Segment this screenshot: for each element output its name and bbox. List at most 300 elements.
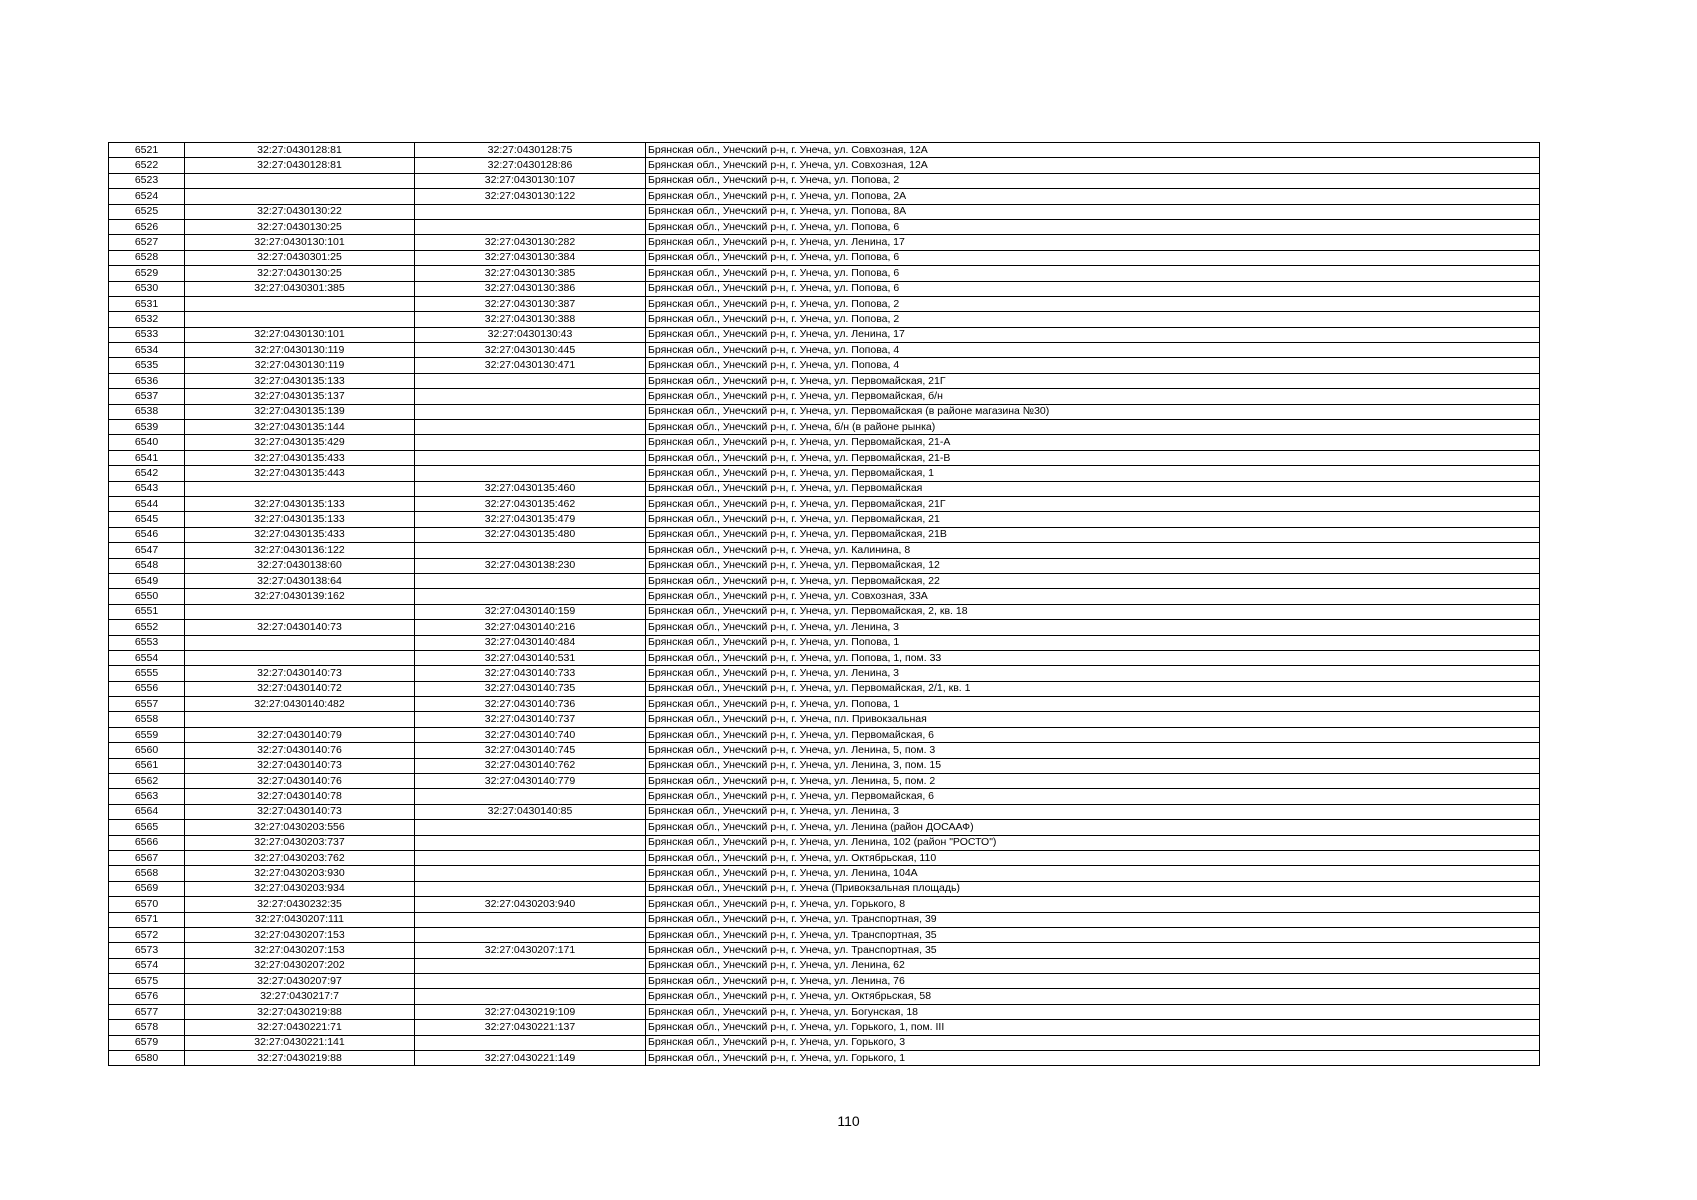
row-number-cell: 6550: [109, 589, 185, 604]
related-cadastral-number-cell: [415, 543, 646, 558]
cadastral-number-cell: 32:27:0430203:737: [185, 835, 415, 850]
cadastral-number-cell: 32:27:0430207:202: [185, 958, 415, 973]
address-cell: Брянская обл., Унечский р-н, г. Унеча, ул. Горького, 3: [646, 1035, 1540, 1050]
row-number-cell: 6527: [109, 235, 185, 250]
cadastral-number-cell: 32:27:0430135:137: [185, 389, 415, 404]
address-cell: Брянская обл., Унечский р-н, г. Унеча, ул. Совхозная, 33А: [646, 589, 1540, 604]
address-cell: Брянская обл., Унечский р-н, г. Унеча, ул. Ленина, 62: [646, 958, 1540, 973]
row-number-cell: 6526: [109, 219, 185, 234]
row-number-cell: 6555: [109, 666, 185, 681]
row-number-cell: 6562: [109, 774, 185, 789]
cadastral-number-cell: 32:27:0430219:88: [185, 1051, 415, 1066]
address-cell: Брянская обл., Унечский р-н, г. Унеча, ул. Первомайская, 21Г: [646, 373, 1540, 388]
related-cadastral-number-cell: [415, 404, 646, 419]
related-cadastral-number-cell: 32:27:0430128:86: [415, 158, 646, 173]
related-cadastral-number-cell: 32:27:0430140:762: [415, 758, 646, 773]
address-cell: Брянская обл., Унечский р-н, г. Унеча, ул. Ленина (район ДОСААФ): [646, 820, 1540, 835]
row-number-cell: 6536: [109, 373, 185, 388]
row-number-cell: 6534: [109, 343, 185, 358]
cadastral-number-cell: 32:27:0430140:78: [185, 789, 415, 804]
address-cell: Брянская обл., Унечский р-н, г. Унеча, ул. Попова, 2А: [646, 189, 1540, 204]
cadastral-number-cell: 32:27:0430221:71: [185, 1020, 415, 1035]
table-row: [109, 358, 1540, 373]
table-row: [109, 881, 1540, 896]
address-cell: Брянская обл., Унечский р-н, г. Унеча, ул. Первомайская: [646, 481, 1540, 496]
row-number-cell: 6553: [109, 635, 185, 650]
cadastral-number-cell: 32:27:0430207:153: [185, 943, 415, 958]
related-cadastral-number-cell: 32:27:0430140:531: [415, 650, 646, 665]
table-row: [109, 143, 1540, 158]
related-cadastral-number-cell: 32:27:0430128:75: [415, 143, 646, 158]
address-cell: Брянская обл., Унечский р-н, г. Унеча, ул. Богунская, 18: [646, 1004, 1540, 1019]
address-cell: Брянская обл., Унечский р-н, г. Унеча, пл. Привокзальная: [646, 712, 1540, 727]
related-cadastral-number-cell: 32:27:0430140:733: [415, 666, 646, 681]
table-row: [109, 281, 1540, 296]
cadastral-number-cell: [185, 650, 415, 665]
table-row: [109, 158, 1540, 173]
table-row: [109, 296, 1540, 311]
table-row: [109, 758, 1540, 773]
related-cadastral-number-cell: 32:27:0430130:471: [415, 358, 646, 373]
related-cadastral-number-cell: 32:27:0430140:740: [415, 727, 646, 742]
cadastral-number-cell: [185, 189, 415, 204]
row-number-cell: 6546: [109, 527, 185, 542]
related-cadastral-number-cell: 32:27:0430130:445: [415, 343, 646, 358]
address-cell: Брянская обл., Унечский р-н, г. Унеча, ул. Ленина, 104А: [646, 866, 1540, 881]
related-cadastral-number-cell: [415, 450, 646, 465]
cadastral-number-cell: [185, 312, 415, 327]
related-cadastral-number-cell: 32:27:0430130:386: [415, 281, 646, 296]
row-number-cell: 6547: [109, 543, 185, 558]
address-cell: Брянская обл., Унечский р-н, г. Унеча, ул. Октябрьская, 110: [646, 850, 1540, 865]
cadastral-number-cell: 32:27:0430140:73: [185, 758, 415, 773]
table-row: [109, 204, 1540, 219]
table-row: [109, 804, 1540, 819]
address-cell: Брянская обл., Унечский р-н, г. Унеча, ул. Первомайская (в районе магазина №30): [646, 404, 1540, 419]
table-row: [109, 697, 1540, 712]
table-row: [109, 604, 1540, 619]
table-row: [109, 527, 1540, 542]
related-cadastral-number-cell: 32:27:0430140:484: [415, 635, 646, 650]
row-number-cell: 6570: [109, 897, 185, 912]
related-cadastral-number-cell: [415, 820, 646, 835]
table-row: [109, 189, 1540, 204]
related-cadastral-number-cell: [415, 789, 646, 804]
row-number-cell: 6528: [109, 250, 185, 265]
table-row: [109, 543, 1540, 558]
address-cell: Брянская обл., Унечский р-н, г. Унеча, ул. Ленина, 17: [646, 235, 1540, 250]
row-number-cell: 6529: [109, 266, 185, 281]
cadastral-number-cell: 32:27:0430232:35: [185, 897, 415, 912]
table-row: [109, 219, 1540, 234]
related-cadastral-number-cell: [415, 204, 646, 219]
registry-table-body: [109, 143, 1540, 1066]
address-cell: Брянская обл., Унечский р-н, г. Унеча, ул. Ленина, 5, пом. 2: [646, 774, 1540, 789]
table-row: [109, 481, 1540, 496]
address-cell: Брянская обл., Унечский р-н, г. Унеча, ул. Первомайская, 2, кв. 18: [646, 604, 1540, 619]
related-cadastral-number-cell: 32:27:0430135:462: [415, 496, 646, 511]
cadastral-number-cell: 32:27:0430130:25: [185, 266, 415, 281]
table-row: [109, 558, 1540, 573]
address-cell: Брянская обл., Унечский р-н, г. Унеча, ул. Ленина, 3, пом. 15: [646, 758, 1540, 773]
cadastral-number-cell: 32:27:0430207:153: [185, 927, 415, 942]
cadastral-number-cell: 32:27:0430140:73: [185, 620, 415, 635]
row-number-cell: 6548: [109, 558, 185, 573]
table-row: [109, 589, 1540, 604]
table-row: [109, 1035, 1540, 1050]
table-row: [109, 727, 1540, 742]
cadastral-number-cell: 32:27:0430136:122: [185, 543, 415, 558]
cadastral-number-cell: 32:27:0430203:556: [185, 820, 415, 835]
cadastral-number-cell: 32:27:0430140:482: [185, 697, 415, 712]
row-number-cell: 6568: [109, 866, 185, 881]
cadastral-number-cell: 32:27:0430128:81: [185, 158, 415, 173]
cadastral-number-cell: [185, 712, 415, 727]
address-cell: Брянская обл., Унечский р-н, г. Унеча, ул. Ленина, 76: [646, 974, 1540, 989]
row-number-cell: 6574: [109, 958, 185, 973]
cadastral-number-cell: 32:27:0430135:139: [185, 404, 415, 419]
table-row: [109, 650, 1540, 665]
related-cadastral-number-cell: 32:27:0430130:43: [415, 327, 646, 342]
table-row: [109, 927, 1540, 942]
address-cell: Брянская обл., Унечский р-н, г. Унеча, ул. Первомайская, 6: [646, 727, 1540, 742]
row-number-cell: 6567: [109, 850, 185, 865]
related-cadastral-number-cell: [415, 974, 646, 989]
related-cadastral-number-cell: [415, 989, 646, 1004]
table-row: [109, 666, 1540, 681]
table-row: [109, 897, 1540, 912]
related-cadastral-number-cell: [415, 866, 646, 881]
address-cell: Брянская обл., Унечский р-н, г. Унеча, ул. Первомайская, 12: [646, 558, 1540, 573]
row-number-cell: 6571: [109, 912, 185, 927]
table-row: [109, 681, 1540, 696]
address-cell: Брянская обл., Унечский р-н, г. Унеча, ул. Попова, 4: [646, 358, 1540, 373]
cadastral-number-cell: 32:27:0430130:25: [185, 219, 415, 234]
related-cadastral-number-cell: 32:27:0430207:171: [415, 943, 646, 958]
cadastral-number-cell: 32:27:0430203:934: [185, 881, 415, 896]
cadastral-number-cell: 32:27:0430130:119: [185, 358, 415, 373]
cadastral-number-cell: 32:27:0430138:64: [185, 573, 415, 588]
row-number-cell: 6521: [109, 143, 185, 158]
table-row: [109, 943, 1540, 958]
table-row: [109, 1004, 1540, 1019]
row-number-cell: 6549: [109, 573, 185, 588]
related-cadastral-number-cell: [415, 389, 646, 404]
related-cadastral-number-cell: 32:27:0430140:737: [415, 712, 646, 727]
related-cadastral-number-cell: 32:27:0430140:779: [415, 774, 646, 789]
row-number-cell: 6554: [109, 650, 185, 665]
cadastral-number-cell: 32:27:0430135:144: [185, 420, 415, 435]
cadastral-number-cell: 32:27:0430135:133: [185, 373, 415, 388]
cadastral-number-cell: 32:27:0430135:133: [185, 512, 415, 527]
row-number-cell: 6576: [109, 989, 185, 1004]
related-cadastral-number-cell: [415, 589, 646, 604]
address-cell: Брянская обл., Унечский р-н, г. Унеча, ул. Первомайская, 21-В: [646, 450, 1540, 465]
cadastral-number-cell: 32:27:0430135:133: [185, 496, 415, 511]
row-number-cell: 6525: [109, 204, 185, 219]
table-row: [109, 1020, 1540, 1035]
cadastral-number-cell: 32:27:0430301:25: [185, 250, 415, 265]
table-row: [109, 450, 1540, 465]
table-row: [109, 389, 1540, 404]
address-cell: Брянская обл., Унечский р-н, г. Унеча, ул. Калинина, 8: [646, 543, 1540, 558]
row-number-cell: 6557: [109, 697, 185, 712]
address-cell: Брянская обл., Унечский р-н, г. Унеча, ул. Совхозная, 12А: [646, 158, 1540, 173]
row-number-cell: 6522: [109, 158, 185, 173]
table-row: [109, 343, 1540, 358]
table-row: [109, 173, 1540, 188]
address-cell: Брянская обл., Унечский р-н, г. Унеча, ул. Горького, 1, пом. III: [646, 1020, 1540, 1035]
cadastral-number-cell: [185, 296, 415, 311]
cadastral-number-cell: 32:27:0430217:7: [185, 989, 415, 1004]
row-number-cell: 6572: [109, 927, 185, 942]
row-number-cell: 6565: [109, 820, 185, 835]
address-cell: Брянская обл., Унечский р-н, г. Унеча, б/н (в районе рынка): [646, 420, 1540, 435]
cadastral-number-cell: 32:27:0430135:429: [185, 435, 415, 450]
related-cadastral-number-cell: 32:27:0430138:230: [415, 558, 646, 573]
table-row: [109, 820, 1540, 835]
row-number-cell: 6578: [109, 1020, 185, 1035]
row-number-cell: 6569: [109, 881, 185, 896]
related-cadastral-number-cell: 32:27:0430130:282: [415, 235, 646, 250]
related-cadastral-number-cell: 32:27:0430140:736: [415, 697, 646, 712]
row-number-cell: 6558: [109, 712, 185, 727]
address-cell: Брянская обл., Унечский р-н, г. Унеча, ул. Попова, 6: [646, 266, 1540, 281]
table-row: [109, 1051, 1540, 1066]
cadastral-number-cell: 32:27:0430221:141: [185, 1035, 415, 1050]
table-row: [109, 835, 1540, 850]
address-cell: Брянская обл., Унечский р-н, г. Унеча, ул. Горького, 8: [646, 897, 1540, 912]
table-row: [109, 989, 1540, 1004]
related-cadastral-number-cell: 32:27:0430135:479: [415, 512, 646, 527]
table-row: [109, 789, 1540, 804]
row-number-cell: 6556: [109, 681, 185, 696]
table-row: [109, 620, 1540, 635]
table-row: [109, 496, 1540, 511]
cadastral-number-cell: 32:27:0430207:111: [185, 912, 415, 927]
related-cadastral-number-cell: 32:27:0430130:384: [415, 250, 646, 265]
related-cadastral-number-cell: 32:27:0430140:216: [415, 620, 646, 635]
related-cadastral-number-cell: 32:27:0430219:109: [415, 1004, 646, 1019]
row-number-cell: 6575: [109, 974, 185, 989]
cadastral-number-cell: 32:27:0430140:72: [185, 681, 415, 696]
row-number-cell: 6537: [109, 389, 185, 404]
table-row: [109, 312, 1540, 327]
page-number: 110: [837, 1113, 860, 1129]
related-cadastral-number-cell: 32:27:0430221:137: [415, 1020, 646, 1035]
address-cell: Брянская обл., Унечский р-н, г. Унеча, ул. Первомайская, 22: [646, 573, 1540, 588]
table-row: [109, 912, 1540, 927]
address-cell: Брянская обл., Унечский р-н, г. Унеча, ул. Ленина, 3: [646, 666, 1540, 681]
related-cadastral-number-cell: [415, 1035, 646, 1050]
cadastral-number-cell: 32:27:0430130:119: [185, 343, 415, 358]
address-cell: Брянская обл., Унечский р-н, г. Унеча, ул. Первомайская, 21В: [646, 527, 1540, 542]
address-cell: Брянская обл., Унечский р-н, г. Унеча, ул. Октябрьская, 58: [646, 989, 1540, 1004]
address-cell: Брянская обл., Унечский р-н, г. Унеча, ул. Попова, 6: [646, 281, 1540, 296]
row-number-cell: 6543: [109, 481, 185, 496]
row-number-cell: 6573: [109, 943, 185, 958]
row-number-cell: 6523: [109, 173, 185, 188]
related-cadastral-number-cell: [415, 373, 646, 388]
row-number-cell: 6542: [109, 466, 185, 481]
cadastral-number-cell: 32:27:0430128:81: [185, 143, 415, 158]
table-row: [109, 250, 1540, 265]
row-number-cell: 6540: [109, 435, 185, 450]
related-cadastral-number-cell: 32:27:0430140:735: [415, 681, 646, 696]
related-cadastral-number-cell: [415, 835, 646, 850]
address-cell: Брянская обл., Унечский р-н, г. Унеча, ул. Транспортная, 35: [646, 927, 1540, 942]
row-number-cell: 6551: [109, 604, 185, 619]
cadastral-number-cell: 32:27:0430203:930: [185, 866, 415, 881]
address-cell: Брянская обл., Унечский р-н, г. Унеча, ул. Совхозная, 12А: [646, 143, 1540, 158]
table-row: [109, 850, 1540, 865]
table-row: [109, 974, 1540, 989]
cadastral-number-cell: 32:27:0430140:73: [185, 666, 415, 681]
table-row: [109, 743, 1540, 758]
row-number-cell: 6545: [109, 512, 185, 527]
address-cell: Брянская обл., Унечский р-н, г. Унеча, ул. Попова, 2: [646, 173, 1540, 188]
address-cell: Брянская обл., Унечский р-н, г. Унеча, ул. Попова, 2: [646, 296, 1540, 311]
table-row: [109, 235, 1540, 250]
row-number-cell: 6544: [109, 496, 185, 511]
row-number-cell: 6564: [109, 804, 185, 819]
table-row: [109, 512, 1540, 527]
address-cell: Брянская обл., Унечский р-н, г. Унеча, ул. Первомайская, 21: [646, 512, 1540, 527]
row-number-cell: 6531: [109, 296, 185, 311]
table-row: [109, 958, 1540, 973]
cadastral-number-cell: 32:27:0430138:60: [185, 558, 415, 573]
related-cadastral-number-cell: [415, 466, 646, 481]
row-number-cell: 6535: [109, 358, 185, 373]
row-number-cell: 6530: [109, 281, 185, 296]
related-cadastral-number-cell: [415, 573, 646, 588]
cadastral-number-cell: 32:27:0430140:76: [185, 774, 415, 789]
row-number-cell: 6538: [109, 404, 185, 419]
address-cell: Брянская обл., Унечский р-н, г. Унеча, ул. Первомайская, б/н: [646, 389, 1540, 404]
cadastral-number-cell: 32:27:0430130:101: [185, 235, 415, 250]
address-cell: Брянская обл., Унечский р-н, г. Унеча, ул. Ленина, 3: [646, 620, 1540, 635]
table-row: [109, 266, 1540, 281]
address-cell: Брянская обл., Унечский р-н, г. Унеча, ул. Попова, 2: [646, 312, 1540, 327]
related-cadastral-number-cell: [415, 958, 646, 973]
table-row: [109, 373, 1540, 388]
address-cell: Брянская обл., Унечский р-н, г. Унеча, ул. Первомайская, 1: [646, 466, 1540, 481]
address-cell: Брянская обл., Унечский р-н, г. Унеча, ул. Первомайская, 21Г: [646, 496, 1540, 511]
related-cadastral-number-cell: [415, 912, 646, 927]
row-number-cell: 6580: [109, 1051, 185, 1066]
cadastral-number-cell: 32:27:0430140:73: [185, 804, 415, 819]
related-cadastral-number-cell: [415, 420, 646, 435]
address-cell: Брянская обл., Унечский р-н, г. Унеча, ул. Первомайская, 6: [646, 789, 1540, 804]
cadastral-number-cell: 32:27:0430207:97: [185, 974, 415, 989]
cadastral-number-cell: 32:27:0430135:433: [185, 527, 415, 542]
address-cell: Брянская обл., Унечский р-н, г. Унеча, ул. Первомайская, 21-А: [646, 435, 1540, 450]
address-cell: Брянская обл., Унечский р-н, г. Унеча, ул. Ленина, 17: [646, 327, 1540, 342]
address-cell: Брянская обл., Унечский р-н, г. Унеча, ул. Горького, 1: [646, 1051, 1540, 1066]
related-cadastral-number-cell: 32:27:0430203:940: [415, 897, 646, 912]
row-number-cell: 6541: [109, 450, 185, 465]
row-number-cell: 6524: [109, 189, 185, 204]
cadastral-number-cell: 32:27:0430301:385: [185, 281, 415, 296]
table-row: [109, 635, 1540, 650]
row-number-cell: 6532: [109, 312, 185, 327]
cadastral-number-cell: [185, 173, 415, 188]
related-cadastral-number-cell: 32:27:0430130:385: [415, 266, 646, 281]
table-row: [109, 866, 1540, 881]
related-cadastral-number-cell: 32:27:0430130:122: [415, 189, 646, 204]
table-row: [109, 435, 1540, 450]
registry-table: [108, 142, 1540, 1066]
address-cell: Брянская обл., Унечский р-н, г. Унеча, ул. Ленина, 102 (район "РОСТО"): [646, 835, 1540, 850]
address-cell: Брянская обл., Унечский р-н, г. Унеча (Привокзальная площадь): [646, 881, 1540, 896]
table-row: [109, 712, 1540, 727]
related-cadastral-number-cell: [415, 927, 646, 942]
cadastral-number-cell: [185, 481, 415, 496]
cadastral-number-cell: 32:27:0430130:22: [185, 204, 415, 219]
table-row: [109, 327, 1540, 342]
row-number-cell: 6577: [109, 1004, 185, 1019]
related-cadastral-number-cell: 32:27:0430130:388: [415, 312, 646, 327]
address-cell: Брянская обл., Унечский р-н, г. Унеча, ул. Ленина, 5, пом. 3: [646, 743, 1540, 758]
related-cadastral-number-cell: 32:27:0430135:460: [415, 481, 646, 496]
cadastral-number-cell: [185, 635, 415, 650]
related-cadastral-number-cell: [415, 850, 646, 865]
cadastral-number-cell: 32:27:0430203:762: [185, 850, 415, 865]
cadastral-number-cell: 32:27:0430135:433: [185, 450, 415, 465]
related-cadastral-number-cell: 32:27:0430140:85: [415, 804, 646, 819]
related-cadastral-number-cell: 32:27:0430140:159: [415, 604, 646, 619]
related-cadastral-number-cell: [415, 881, 646, 896]
address-cell: Брянская обл., Унечский р-н, г. Унеча, ул. Попова, 6: [646, 250, 1540, 265]
cadastral-number-cell: 32:27:0430219:88: [185, 1004, 415, 1019]
row-number-cell: 6566: [109, 835, 185, 850]
row-number-cell: 6560: [109, 743, 185, 758]
row-number-cell: 6533: [109, 327, 185, 342]
address-cell: Брянская обл., Унечский р-н, г. Унеча, ул. Первомайская, 2/1, кв. 1: [646, 681, 1540, 696]
cadastral-number-cell: 32:27:0430139:162: [185, 589, 415, 604]
related-cadastral-number-cell: 32:27:0430130:387: [415, 296, 646, 311]
row-number-cell: 6579: [109, 1035, 185, 1050]
row-number-cell: 6563: [109, 789, 185, 804]
row-number-cell: 6561: [109, 758, 185, 773]
address-cell: Брянская обл., Унечский р-н, г. Унеча, ул. Попова, 4: [646, 343, 1540, 358]
related-cadastral-number-cell: 32:27:0430221:149: [415, 1051, 646, 1066]
address-cell: Брянская обл., Унечский р-н, г. Унеча, ул. Ленина, 3: [646, 804, 1540, 819]
related-cadastral-number-cell: 32:27:0430130:107: [415, 173, 646, 188]
cadastral-number-cell: 32:27:0430130:101: [185, 327, 415, 342]
address-cell: Брянская обл., Унечский р-н, г. Унеча, ул. Попова, 1: [646, 635, 1540, 650]
cadastral-number-cell: 32:27:0430140:76: [185, 743, 415, 758]
table-row: [109, 774, 1540, 789]
cadastral-number-cell: [185, 604, 415, 619]
table-row: [109, 573, 1540, 588]
address-cell: Брянская обл., Унечский р-н, г. Унеча, ул. Транспортная, 35: [646, 943, 1540, 958]
row-number-cell: 6539: [109, 420, 185, 435]
address-cell: Брянская обл., Унечский р-н, г. Унеча, ул. Попова, 8А: [646, 204, 1540, 219]
related-cadastral-number-cell: 32:27:0430140:745: [415, 743, 646, 758]
related-cadastral-number-cell: [415, 435, 646, 450]
address-cell: Брянская обл., Унечский р-н, г. Унеча, ул. Попова, 1, пом. 33: [646, 650, 1540, 665]
row-number-cell: 6552: [109, 620, 185, 635]
address-cell: Брянская обл., Унечский р-н, г. Унеча, ул. Попова, 1: [646, 697, 1540, 712]
related-cadastral-number-cell: 32:27:0430135:480: [415, 527, 646, 542]
cadastral-number-cell: 32:27:0430135:443: [185, 466, 415, 481]
row-number-cell: 6559: [109, 727, 185, 742]
address-cell: Брянская обл., Унечский р-н, г. Унеча, ул. Попова, 6: [646, 219, 1540, 234]
address-cell: Брянская обл., Унечский р-н, г. Унеча, ул. Транспортная, 39: [646, 912, 1540, 927]
table-row: [109, 466, 1540, 481]
related-cadastral-number-cell: [415, 219, 646, 234]
